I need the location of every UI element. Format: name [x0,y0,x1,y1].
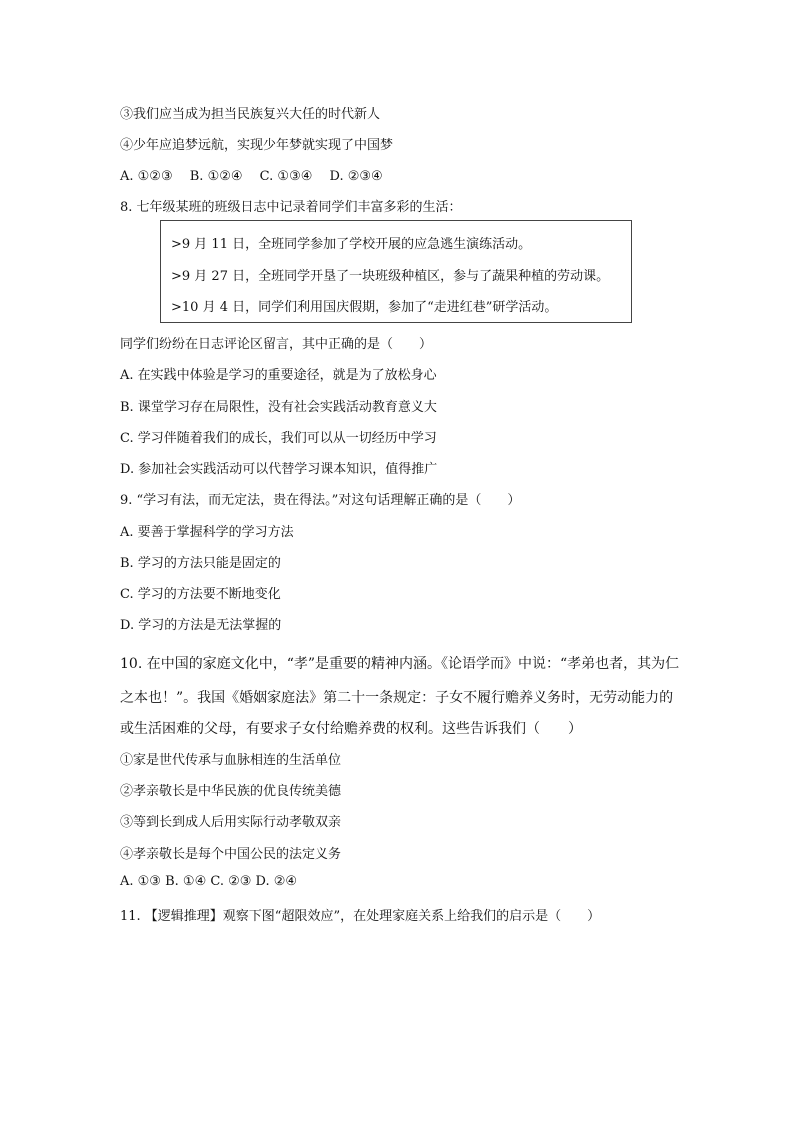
statement-4: ④孝亲敬长是每个中国公民的法定义务 [120,847,342,862]
log-entry: >10 月 4 日，同学们利用国庆假期，参加了“走进红巷”研学活动。 [171,300,558,315]
option-c: C. 学习的方法要不断地变化 [120,587,281,602]
question-10-stem-line3: 或生活困难的父母，有要求子女付给赡养费的权利。这些告诉我们（ ） [120,721,582,737]
statement-1: ①家是世代传承与血脉相连的生活单位 [120,753,342,768]
statement-3: ③等到长到成人后用实际行动孝敬双亲 [120,815,342,830]
question-11-stem: 11. 【逻辑推理】观察下图“超限效应”，在处理家庭关系上给我们的启示是（ ） [120,909,601,924]
statement-4: ④少年应追梦远航，实现少年梦就实现了中国梦 [120,138,394,153]
option-d: D. 学习的方法是无法掌握的 [120,618,282,633]
option-a: A. 要善于掌握科学的学习方法 [120,525,294,540]
log-entry: >9 月 27 日，全班同学开垦了一块班级种植区，参与了蔬果种植的劳动课。 [171,269,610,284]
answer-choices: A. ①②③ B. ①②④ C. ①③④ D. ②③④ [120,169,383,184]
answer-choices: A. ①③ B. ①④ C. ②③ D. ②④ [120,874,298,889]
option-d: D. 参加社会实践活动可以代替学习课本知识，值得推广 [120,462,438,477]
option-b: B. 课堂学习存在局限性，没有社会实践活动教育意义大 [120,400,437,415]
question-8-prompt: 同学们纷纷在日志评论区留言，其中正确的是（ ） [120,337,433,352]
question-10-stem-line2: 之本也！”。我国《婚姻家庭法》第二十一条规定：子女不履行赡养义务时，无劳动能力的 [120,690,674,706]
class-log-box [160,220,632,323]
question-9-stem: 9. “学习有法，而无定法，贵在得法。”对这句话理解正确的是（ ） [120,493,521,508]
question-8-stem: 8. 七年级某班的班级日志中记录着同学们丰富多彩的生活： [120,200,462,215]
log-entry: >9 月 11 日，全班同学参加了学校开展的应急逃生演练活动。 [171,237,532,252]
statement-2: ②孝亲敬长是中华民族的优良传统美德 [120,784,342,799]
statement-3: ③我们应当成为担当民族复兴大任的时代新人 [120,107,381,122]
question-10-stem-line1: 10. 在中国的家庭文化中，“孝”是重要的精神内涵。《论语学而》中说：“孝弟也者，其为仁 [120,656,680,672]
option-b: B. 学习的方法只能是固定的 [120,556,281,571]
option-c: C. 学习伴随着我们的成长，我们可以从一切经历中学习 [120,431,437,446]
option-a: A. 在实践中体验是学习的重要途径，就是为了放松身心 [120,368,437,383]
